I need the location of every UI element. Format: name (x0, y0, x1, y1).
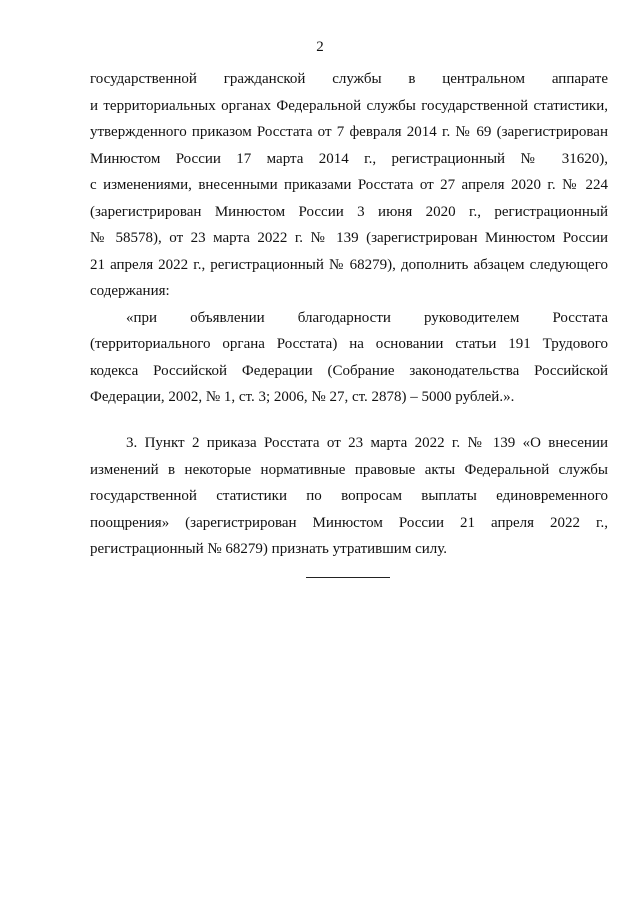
text-line: «при объявлении благодарности руководителем Росстата (126, 309, 608, 326)
text-line: государственной статистики по вопросам выплаты единовременного (90, 488, 608, 504)
text-line: Федерации, 2002, № 1, ст. 3; 2006, № 27, ст. 2878) – 5000 рублей.». (90, 389, 515, 405)
text-line: (зарегистрирован Минюстом России 3 июня 2020 г., регистрационный (90, 203, 608, 220)
text-line: кодекса Российской Федерации (Собрание законодательства Российской (90, 362, 608, 379)
paragraph-2 (90, 305, 608, 411)
text-line: регистрационный № 68279) признать утратившим силу. (90, 541, 447, 557)
paragraph-1 (90, 66, 608, 305)
text-line: № 58578), от 23 марта 2022 г. № 139 (зарегистрирован Минюстом России (90, 230, 608, 246)
text-line: Минюстом России 17 марта 2014 г., регистрационный № 31620), (90, 150, 608, 167)
text-line: с изменениями, внесенными приказами Росстата от 27 апреля 2020 г. № 224 (90, 177, 608, 193)
text-line: утвержденного приказом Росстата от 7 февраля 2014 г. № 69 (зарегистрирован (90, 124, 608, 140)
text-line: и территориальных органах Федеральной службы государственной статистики, (90, 97, 608, 114)
page-number: 2 (316, 39, 324, 55)
paragraph-3 (90, 430, 608, 563)
text-line: 21 апреля 2022 г., регистрационный № 68279), дополнить абзацем следующего (90, 256, 608, 273)
text-line: государственной гражданской службы в центральном аппарате (90, 71, 608, 87)
text-line: содержания: (90, 283, 170, 299)
end-divider (306, 577, 390, 578)
text-line: (территориального органа Росстата) на основании статьи 191 Трудового (90, 336, 608, 352)
text-line: поощрения» (зарегистрирован Минюстом России 21 апреля 2022 г., (90, 514, 608, 531)
text-line: 3. Пункт 2 приказа Росстата от 23 марта 2022 г. № 139 «О внесении (126, 435, 608, 451)
text-line: изменений в некоторые нормативные правовые акты Федеральной службы (90, 461, 608, 478)
